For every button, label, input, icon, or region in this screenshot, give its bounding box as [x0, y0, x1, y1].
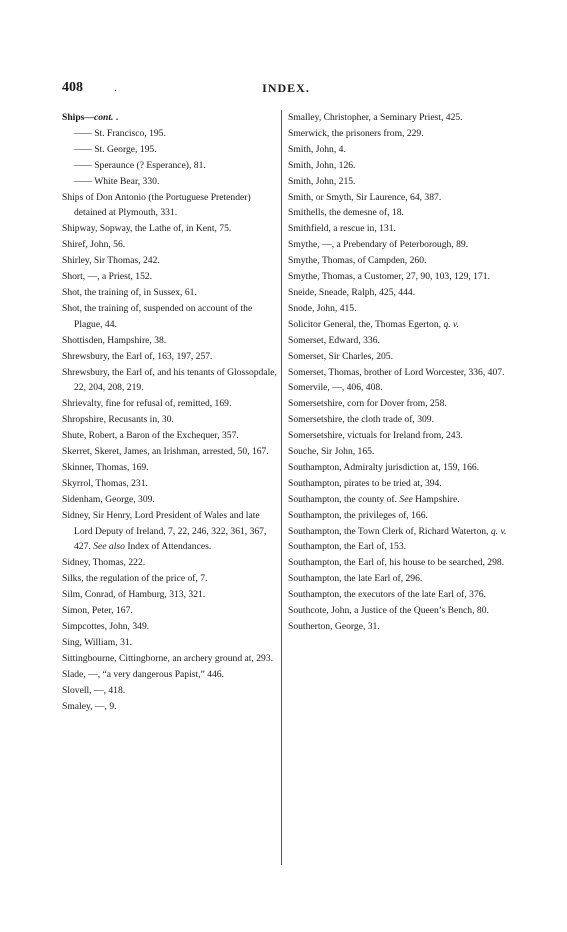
index-entry-text: Slade, —, “a very dangerous Papist,” 446.	[62, 668, 224, 680]
index-entry	[62, 699, 277, 715]
index-entry-text: Southerton, George, 31.	[288, 621, 380, 632]
index-entry	[62, 365, 277, 397]
index-entry	[62, 667, 277, 683]
index-entry	[288, 555, 510, 571]
index-entry-text: Smithfield, a rescue in, 131.	[288, 223, 396, 235]
index-subentry	[62, 126, 277, 142]
ditto-dash: ——	[74, 127, 92, 139]
cross-reference-target: Index of Attendances.	[124, 541, 212, 553]
index-entry	[288, 253, 510, 269]
cross-reference: q. v.	[490, 525, 507, 537]
index-entry	[288, 492, 510, 508]
index-entry-text: Somervile, —, 406, 408.	[288, 382, 383, 394]
index-entry-text: Shrievalty, fine for refusal of, remitted, 169.	[62, 398, 232, 410]
index-entry-text: Southampton, Admiralty jurisdiction at, 159, 166.	[288, 461, 480, 473]
index-entry-text: Southampton, pirates to be tried at, 394.	[288, 477, 442, 489]
index-entry	[288, 428, 510, 444]
index-entry	[288, 571, 510, 587]
index-entry	[288, 126, 510, 142]
index-entry	[62, 460, 277, 476]
index-entry	[288, 301, 510, 317]
index-subentry-text: St. Francisco, 195.	[94, 127, 166, 139]
index-entry	[288, 524, 510, 540]
index-entry-text: Skyrrol, Thomas, 231.	[62, 477, 148, 489]
index-entry	[288, 444, 510, 460]
index-subentry	[62, 142, 277, 158]
index-entry	[62, 237, 277, 253]
index-entry-text: Smith, John, 215.	[288, 175, 356, 187]
index-entry	[62, 428, 277, 444]
index-entry	[62, 285, 277, 301]
ditto-dash: ——	[74, 143, 92, 155]
page-number: 408	[62, 80, 83, 95]
index-entry-text: Skinner, Thomas, 169.	[62, 461, 149, 473]
index-entry-text: Smith, John, 4.	[288, 143, 346, 155]
index-entry	[288, 221, 510, 237]
index-entry	[62, 651, 277, 667]
index-entry-text: Somerset, Sir Charles, 205.	[288, 350, 393, 362]
index-entry-text: Shipway, Sopway, the Lathe of, in Kent, 75.	[62, 223, 232, 235]
index-entry	[288, 539, 510, 555]
index-entry-text: Shot, the training of, in Sussex, 61.	[62, 286, 197, 298]
index-entry-text: Shropshire, Recusants in, 30.	[62, 414, 174, 426]
index-entry	[288, 619, 510, 635]
index-entry	[288, 110, 510, 126]
index-entry-text: Smythe, —, a Prebendary of Peterborough, 89.	[288, 239, 469, 251]
index-entry	[62, 221, 277, 237]
index-entry	[62, 683, 277, 699]
index-entry-text: Southampton, the privileges of, 166.	[288, 509, 428, 521]
index-entry-text: Smythe, Thomas, a Customer, 27, 90, 103, 129, 171.	[288, 271, 490, 283]
index-entry	[62, 619, 277, 635]
index-entry	[288, 237, 510, 253]
index-entry-text: Shute, Robert, a Baron of the Exchequer, 357.	[62, 430, 239, 442]
index-entry	[288, 317, 510, 333]
index-entry	[288, 269, 510, 285]
index-entry-text: Simpcottes, John, 349.	[62, 621, 150, 632]
index-entry-text: Silm, Conrad, of Hamburg, 313, 321.	[62, 589, 206, 601]
index-entry-text: Southampton, the county of.	[288, 493, 397, 505]
cross-reference-target: Hampshire.	[412, 493, 460, 505]
index-entry	[62, 253, 277, 269]
index-heading-text: Ships—	[62, 112, 94, 123]
index-entry	[62, 412, 277, 428]
index-entry-text: Solicitor General, the, Thomas Egerton,	[288, 318, 442, 330]
index-entry-text: Sing, William, 31.	[62, 636, 133, 648]
index-entry-text: Ships of Don Antonio (the Portuguese Pretender) detained at Plymouth, 331.	[62, 191, 251, 219]
index-entry-text: Smith, or Smyth, Sir Laurence, 64, 387.	[288, 191, 442, 203]
index-entry	[62, 492, 277, 508]
index-entry	[288, 205, 510, 221]
index-entry	[62, 269, 277, 285]
index-entry-text: Somerset, Thomas, brother of Lord Worcester, 336, 407.	[288, 366, 505, 378]
index-entry-text: Smythe, Thomas, of Campden, 260.	[288, 255, 427, 267]
header-ornament: .	[114, 80, 117, 94]
index-heading: Ships—cont. .	[62, 112, 119, 123]
index-entry	[62, 508, 277, 556]
index-entry-text: Somersetshire, the cloth trade of, 309.	[288, 414, 435, 426]
index-entry-text: Southampton, the late Earl of, 296.	[288, 573, 423, 585]
index-entry-text: Sidney, Thomas, 222.	[62, 557, 146, 569]
index-entry	[62, 571, 277, 587]
index-entry-text: Somersetshire, corn for Dover from, 258.	[288, 398, 447, 410]
index-subentry-text: Speraunce (? Esperance), 81.	[94, 159, 206, 171]
index-subentry	[62, 174, 277, 190]
index-column-left	[62, 110, 277, 714]
index-entry	[288, 380, 510, 396]
index-subentry	[62, 158, 277, 174]
index-entry-text: Souche, Sir John, 165.	[288, 446, 375, 458]
index-entry-text: Smaley, —, 9.	[62, 700, 117, 712]
index-entry	[62, 301, 277, 333]
index-entry	[288, 460, 510, 476]
index-entry-text: Smalley, Christopher, a Seminary Priest, 425.	[288, 112, 463, 123]
index-entry-text: Sidney, Sir Henry, Lord President of Wales and late Lord Deputy of Ireland, 7, 22, 246, 322, 361, 367, 427.	[62, 509, 267, 553]
index-entry-text: Simon, Peter, 167.	[62, 605, 133, 617]
cross-reference: See	[399, 493, 413, 505]
index-entry-text: Shrewsbury, the Earl of, 163, 197, 257.	[62, 350, 213, 362]
index-entry	[288, 190, 510, 206]
index-entry-text: Southampton, the Earl of, his house to be searched, 298.	[288, 557, 505, 569]
index-entry	[288, 349, 510, 365]
index-entry-text: Southcote, John, a Justice of the Queen’s Bench, 80.	[288, 605, 489, 617]
index-entry-text: Smith, John, 126.	[288, 159, 356, 171]
index-entry-text: Shottisden, Hampshire, 38.	[62, 334, 167, 346]
index-entry	[288, 285, 510, 301]
index-entry-text: Sidenham, George, 309.	[62, 493, 155, 505]
index-entry-text: Somerset, Edward, 336.	[288, 334, 380, 346]
index-entry-text: Smithells, the demesne of, 18.	[288, 207, 404, 219]
index-entry	[288, 158, 510, 174]
page-title: INDEX.	[262, 81, 310, 95]
index-entry	[288, 396, 510, 412]
index-entry	[62, 587, 277, 603]
index-entry-text: Shirley, Sir Thomas, 242.	[62, 255, 160, 267]
index-entry-text: Shot, the training of, suspended on account of the Plague, 44.	[62, 302, 253, 330]
index-entry	[62, 476, 277, 492]
index-entry	[62, 396, 277, 412]
index-entry-text: Shrewsbury, the Earl of, and his tenants of Glossopdale, 22, 204, 208, 219.	[62, 366, 277, 394]
index-column-right	[288, 110, 510, 635]
index-entry-text: Sneide, Sneade, Ralph, 425, 444.	[288, 286, 416, 298]
ditto-dash: ——	[74, 175, 92, 187]
index-entry-text: Southampton, the executors of the late Earl of, 376.	[288, 589, 486, 601]
continued-label: cont.	[94, 112, 114, 123]
index-entry	[62, 444, 277, 460]
cross-reference: See also	[93, 541, 125, 553]
ditto-dash: ——	[74, 159, 92, 171]
index-entry	[62, 333, 277, 349]
index-entry-text: Shiref, John, 56.	[62, 239, 126, 251]
index-entry-text: Snode, John, 415.	[288, 302, 357, 314]
index-entry	[62, 603, 277, 619]
index-entry-text: Smerwick, the prisoners from, 229.	[288, 127, 424, 139]
index-subentry-text: White Bear, 330.	[94, 175, 160, 187]
column-divider	[281, 110, 282, 865]
index-entry-text: Somersetshire, victuals for Ireland from, 243.	[288, 430, 463, 442]
index-entry	[288, 476, 510, 492]
index-entry-text: Southampton, the Earl of, 153.	[288, 541, 407, 553]
index-entry-text: Sittingbourne, Cittingborne, an archery ground at, 293.	[62, 652, 274, 664]
index-entry	[288, 174, 510, 190]
page-header	[62, 80, 510, 100]
index-entry	[288, 587, 510, 603]
index-entry	[62, 349, 277, 365]
index-entry-text: Silks, the regulation of the price of, 7.	[62, 573, 208, 585]
index-entry-text: Short, —, a Priest, 152.	[62, 271, 153, 283]
index-entry	[288, 603, 510, 619]
index-entry-text: Southampton, the Town Clerk of, Richard Waterton,	[288, 525, 489, 537]
index-entry	[62, 635, 277, 651]
index-entry	[62, 190, 277, 222]
index-entry	[288, 333, 510, 349]
index-entry	[288, 508, 510, 524]
index-entry	[288, 412, 510, 428]
cross-reference: q. v.	[443, 318, 459, 330]
index-entry	[288, 365, 510, 381]
index-entry	[288, 142, 510, 158]
index-entry-text: Skerret, Skeret, James, an Irishman, arrested, 50, 167.	[62, 446, 269, 458]
index-entry-text: Slovell, —, 418.	[62, 684, 126, 696]
index-subentry-text: St. George, 195.	[94, 143, 157, 155]
index-entry	[62, 555, 277, 571]
